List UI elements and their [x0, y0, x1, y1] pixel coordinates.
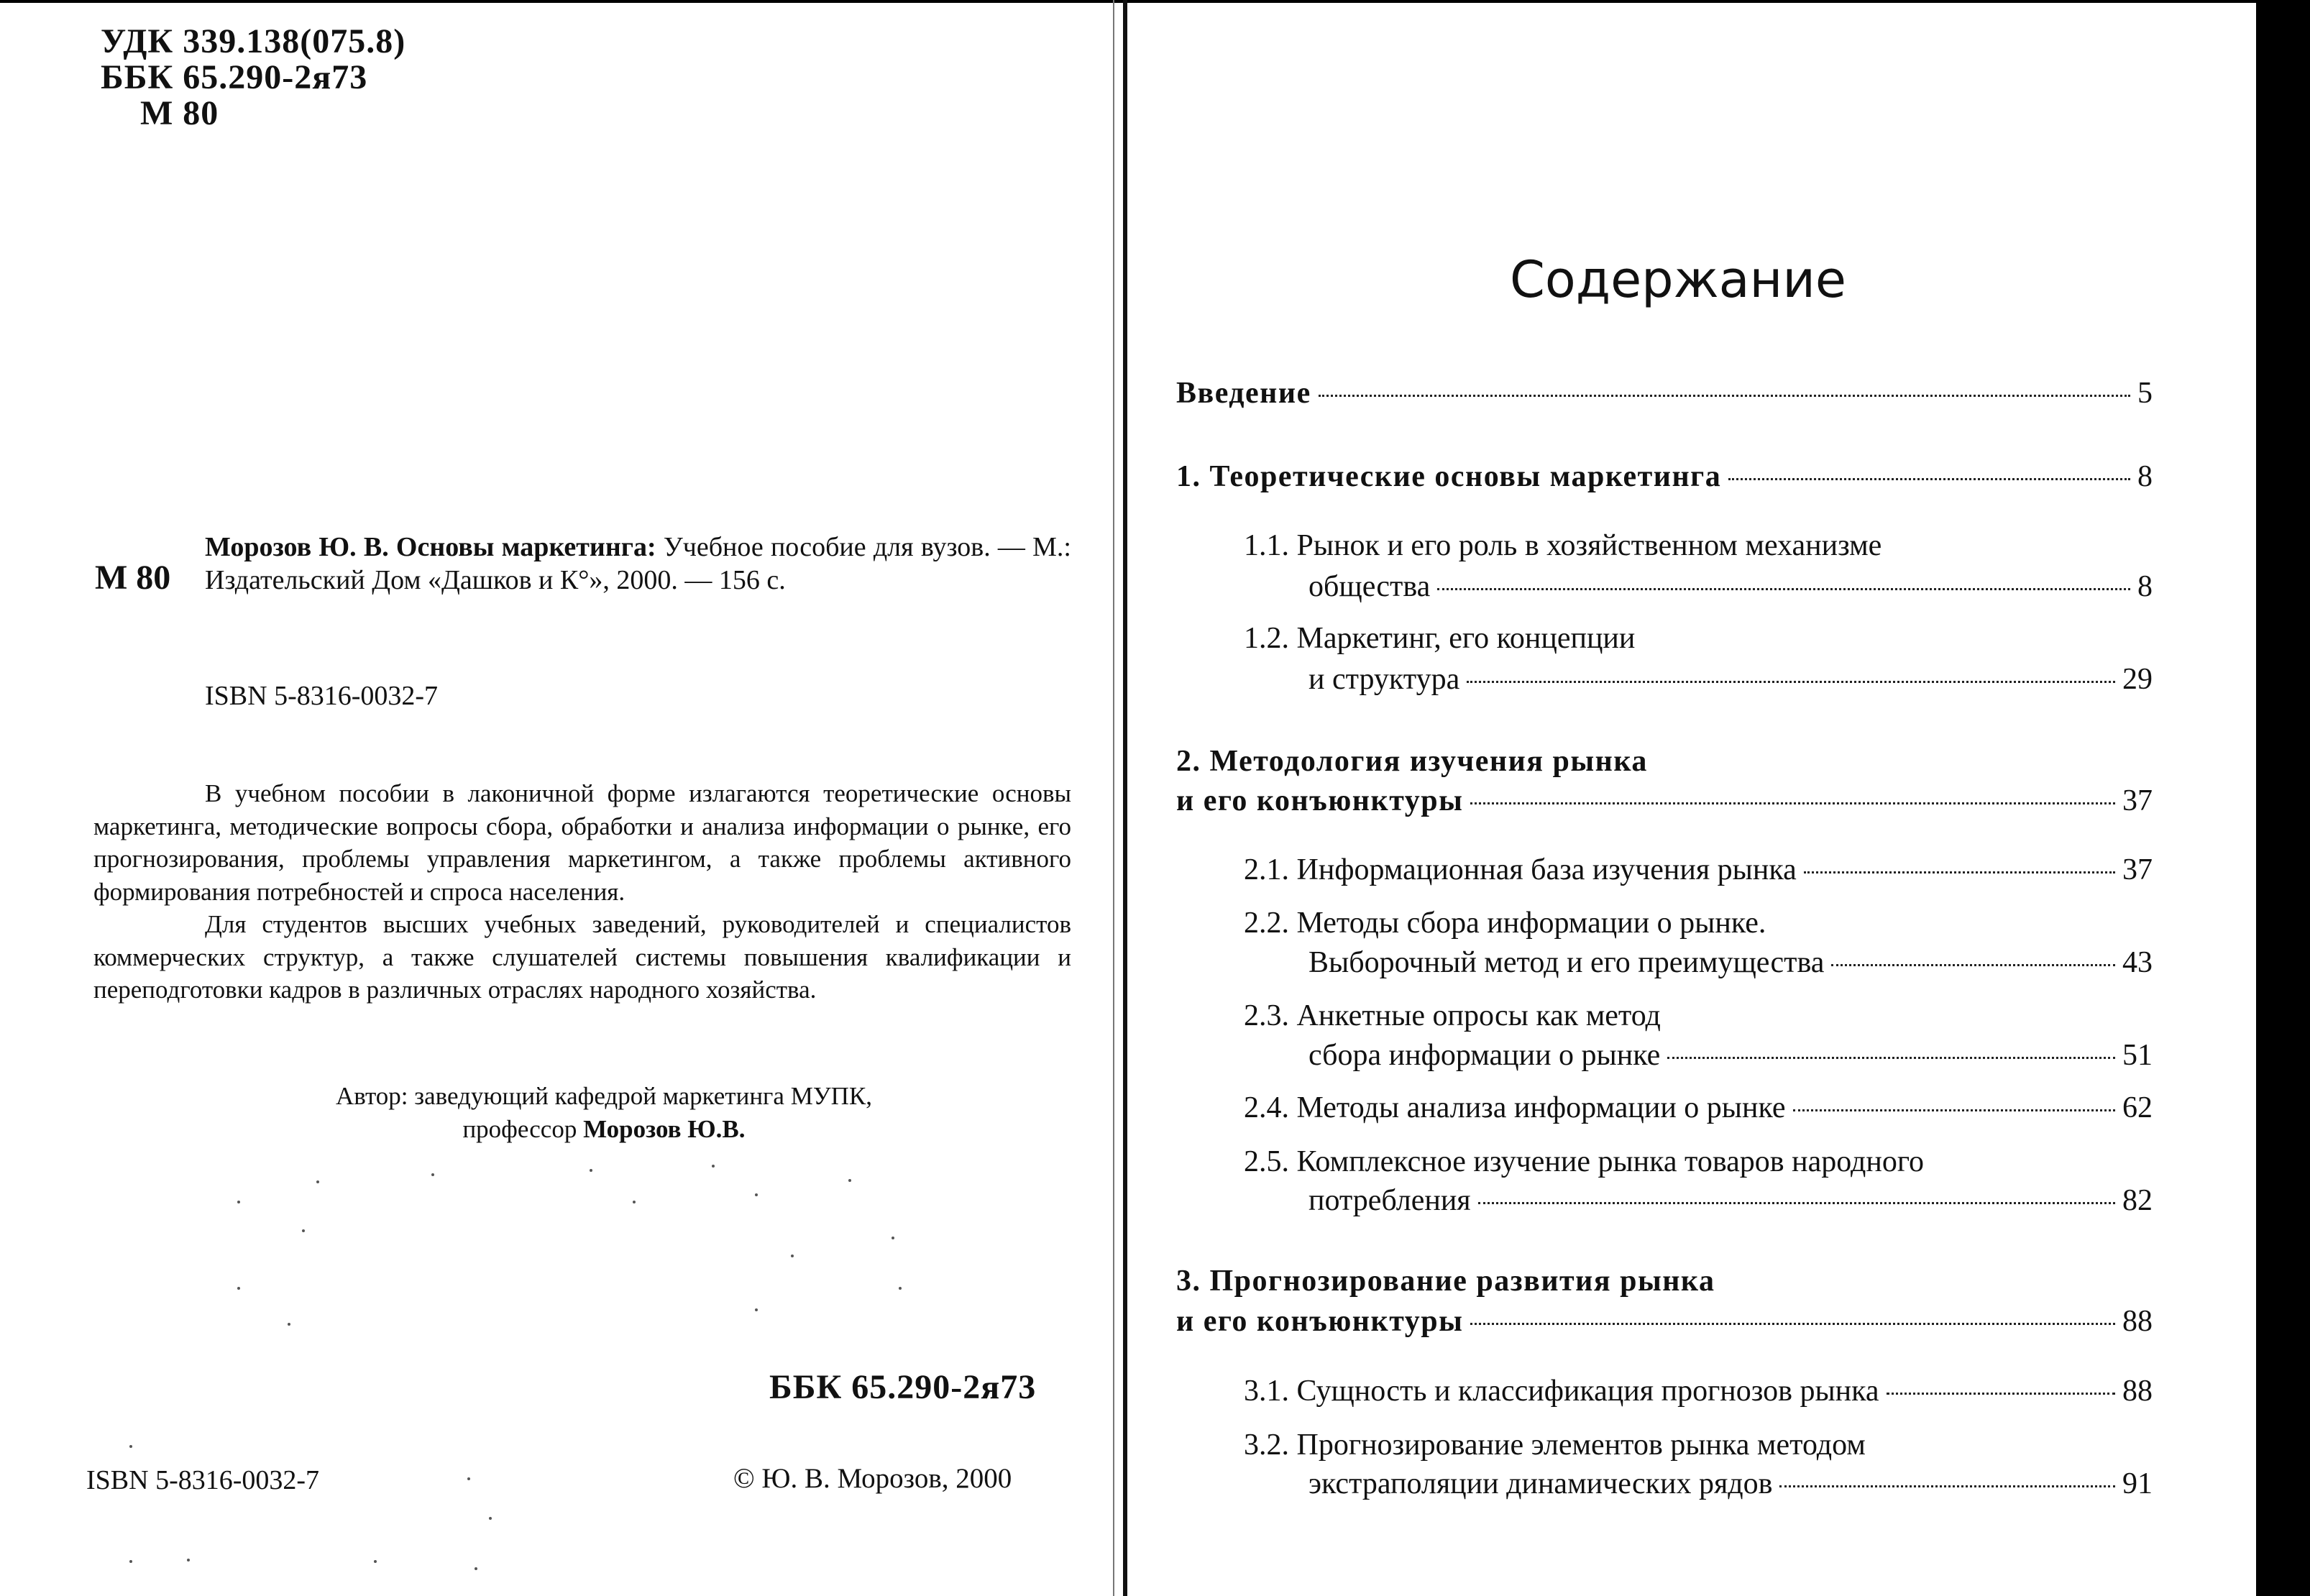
top-border — [0, 0, 2310, 3]
author-name: Морозов Ю.В. — [583, 1114, 746, 1143]
author-note-line — [244, 1113, 963, 1146]
bibliographic-record — [205, 531, 1071, 597]
author-note — [244, 1080, 963, 1145]
toc-entry-chapter-1[interactable]: 1. Теоретические основы маркетинга 8 — [1176, 460, 2153, 493]
annotation-paragraph: В учебном пособии в лаконичной форме излагаются теоретические основы маркетинга, методические вопросы сбора, обработки и анализа информации о рынке, его прогнозирования, проблемы управления маркетингом, а также проблемы активного формирования потребностей и спроса населения. — [93, 779, 1071, 906]
toc-entry-section-3-1[interactable]: 3.1. Сущность и классификация прогнозов рынка 88 — [1244, 1375, 2153, 1408]
isbn-footer: ISBN 5-8316-0032-7 — [86, 1465, 320, 1495]
toc-entry-section-2-4[interactable]: 2.4. Методы анализа информации о рынке 62 — [1244, 1091, 2153, 1124]
annotation-paragraph: Для студентов высших учебных заведений, руководителей и специалистов коммерческих структур, а также слушателей системы повышения квалификации и переподготовки кадров в различных отраслях народного хозяйства. — [93, 910, 1071, 1004]
annotation — [93, 777, 1071, 1006]
author-mark-large: М 80 — [95, 559, 171, 597]
toc-title: Содержание — [1510, 250, 1846, 309]
bib-details: Учебное пособие для вузов. — М.: Издательский Дом «Дашков и К°», 2000. — 156 с. — [205, 532, 1071, 596]
bib-author-title: Морозов Ю. В. Основы маркетинга: — [205, 532, 656, 562]
toc-entry-intro[interactable]: Введение 5 — [1176, 377, 2153, 410]
bbk-code-top: ББК 65.290-2я73 — [101, 58, 368, 96]
bbk-code-bottom: ББК 65.290-2я73 — [769, 1368, 1037, 1406]
author-note-line: Автор: заведующий кафедрой маркетинга МУПК, — [336, 1082, 872, 1110]
author-mark: М 80 — [140, 94, 219, 132]
author-title: профессор — [462, 1114, 577, 1143]
page-gutter-shadow — [1113, 0, 1114, 1596]
isbn-main: ISBN 5-8316-0032-7 — [205, 681, 439, 711]
book-spine — [1123, 0, 1127, 1596]
scan-edge — [2256, 0, 2310, 1596]
toc-entry-section-2-1[interactable]: 2.1. Информационная база изучения рынка 37 — [1244, 853, 2153, 886]
udk-code: УДК 339.138(075.8) — [101, 22, 406, 60]
copyright-notice: © Ю. В. Морозов, 2000 — [733, 1463, 1012, 1494]
